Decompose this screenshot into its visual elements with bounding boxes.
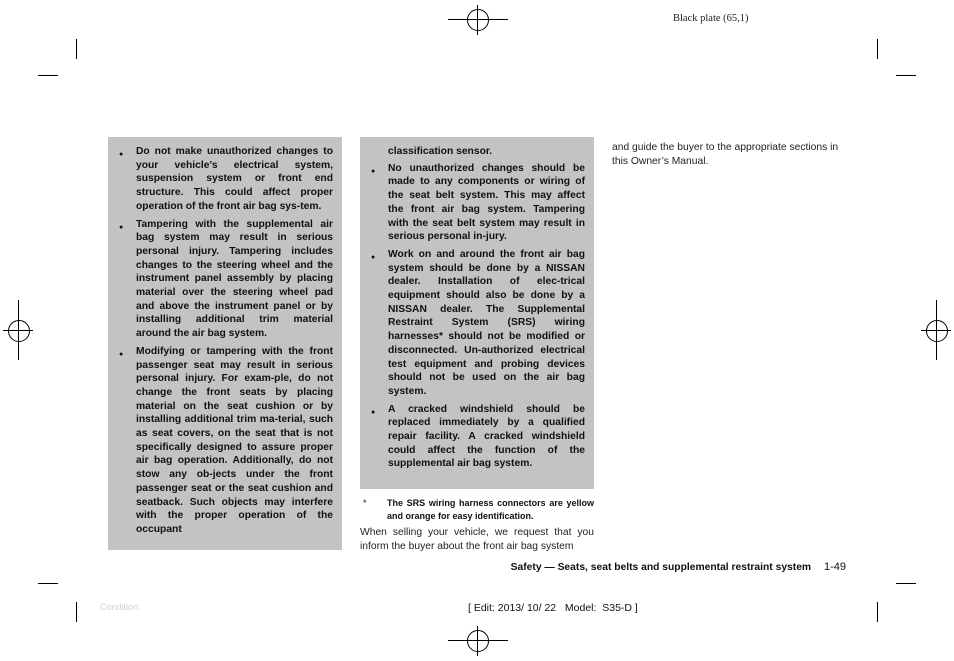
warning-text: Tampering with the supplemental air bag system may result in serious personal injury. Tampering includes changes to the steering wheel and the instrument panel assembly by placing material over the steering wheel pad and above the instrument panel or by installing additional trim material around the air bag system. bbox=[136, 218, 333, 340]
warning-item bbox=[368, 162, 585, 244]
warning-continuation: classification sensor. bbox=[388, 146, 493, 157]
footnote-marker: * bbox=[363, 498, 367, 508]
page-footer bbox=[511, 561, 846, 573]
warning-text: A cracked windshield should be replaced immediately by a qualified repair facility. A cracked windshield could affect the function of the supplemental air bag system. bbox=[388, 403, 585, 470]
warning-list-left bbox=[116, 145, 333, 537]
body-paragraph: When selling your vehicle, we request that you inform the buyer about the front air bag system bbox=[360, 527, 594, 552]
bullet-icon: ● bbox=[119, 151, 124, 158]
page-number: 1-49 bbox=[823, 561, 846, 573]
warning-list-right bbox=[368, 162, 585, 471]
body-paragraph-continued: and guide the buyer to the appropriate sections in this Owner’s Manual. bbox=[612, 142, 839, 167]
warning-box-right bbox=[360, 137, 594, 489]
condition-label: Condition: bbox=[100, 602, 141, 612]
warning-item bbox=[116, 218, 333, 341]
warning-text: Work on and around the front air bag system should be done by a NISSAN dealer. Installation of elec-trical equipment should also be done by a NISSAN dealer. The Supplemental Restraint System (SRS) wiring harnesses* should not be modified or disconnected. Un-authorized electrical test equipment and probing devices should not be used on the air bag system. bbox=[388, 248, 585, 397]
bullet-icon: ● bbox=[371, 408, 376, 416]
warning-item bbox=[368, 248, 585, 399]
plate-label: Black plate (65,1) bbox=[673, 13, 749, 24]
edit-info: [ Edit: 2013/ 10/ 22 Model: S35-D ] bbox=[468, 602, 638, 614]
warning-text: Do not make unauthorized changes to your vehicle’s electrical system, suspension system or front end structure. This could affect proper operation of the front air bag sys-tem. bbox=[136, 146, 333, 212]
section-title: Safety — Seats, seat belts and supplemental restraint system bbox=[510, 562, 812, 573]
bullet-icon: ● bbox=[119, 223, 124, 231]
footnote bbox=[360, 497, 594, 522]
warning-item bbox=[116, 145, 333, 214]
footnote-text: The SRS wiring harness connectors are yellow and orange for easy identification. bbox=[387, 498, 594, 521]
warning-box-left bbox=[108, 137, 342, 550]
warning-text: No unauthorized changes should be made to any components or wiring of the seat belt system. This may affect the front air bag system. Tampering with the seat belt system may result in serious personal in-jury. bbox=[388, 162, 585, 243]
warning-item bbox=[116, 345, 333, 537]
warning-text: Modifying or tampering with the front passenger seat may result in serious personal injury. For exam-ple, do not change the front seats by placing material on the seat cushion or by installing additional trim ma-terial, such as seat covers, on the seat that is not specifically designed to assure proper air bag operation. Additionally, do not stow any ob-jects under the front passenger seat or the seat cushion and seatback. Such objects may interfere with the proper operation of the occupant bbox=[136, 345, 333, 535]
bullet-icon: ● bbox=[119, 350, 124, 358]
bullet-icon: ● bbox=[371, 253, 376, 261]
bullet-icon: ● bbox=[371, 167, 376, 175]
warning-item bbox=[368, 403, 585, 472]
